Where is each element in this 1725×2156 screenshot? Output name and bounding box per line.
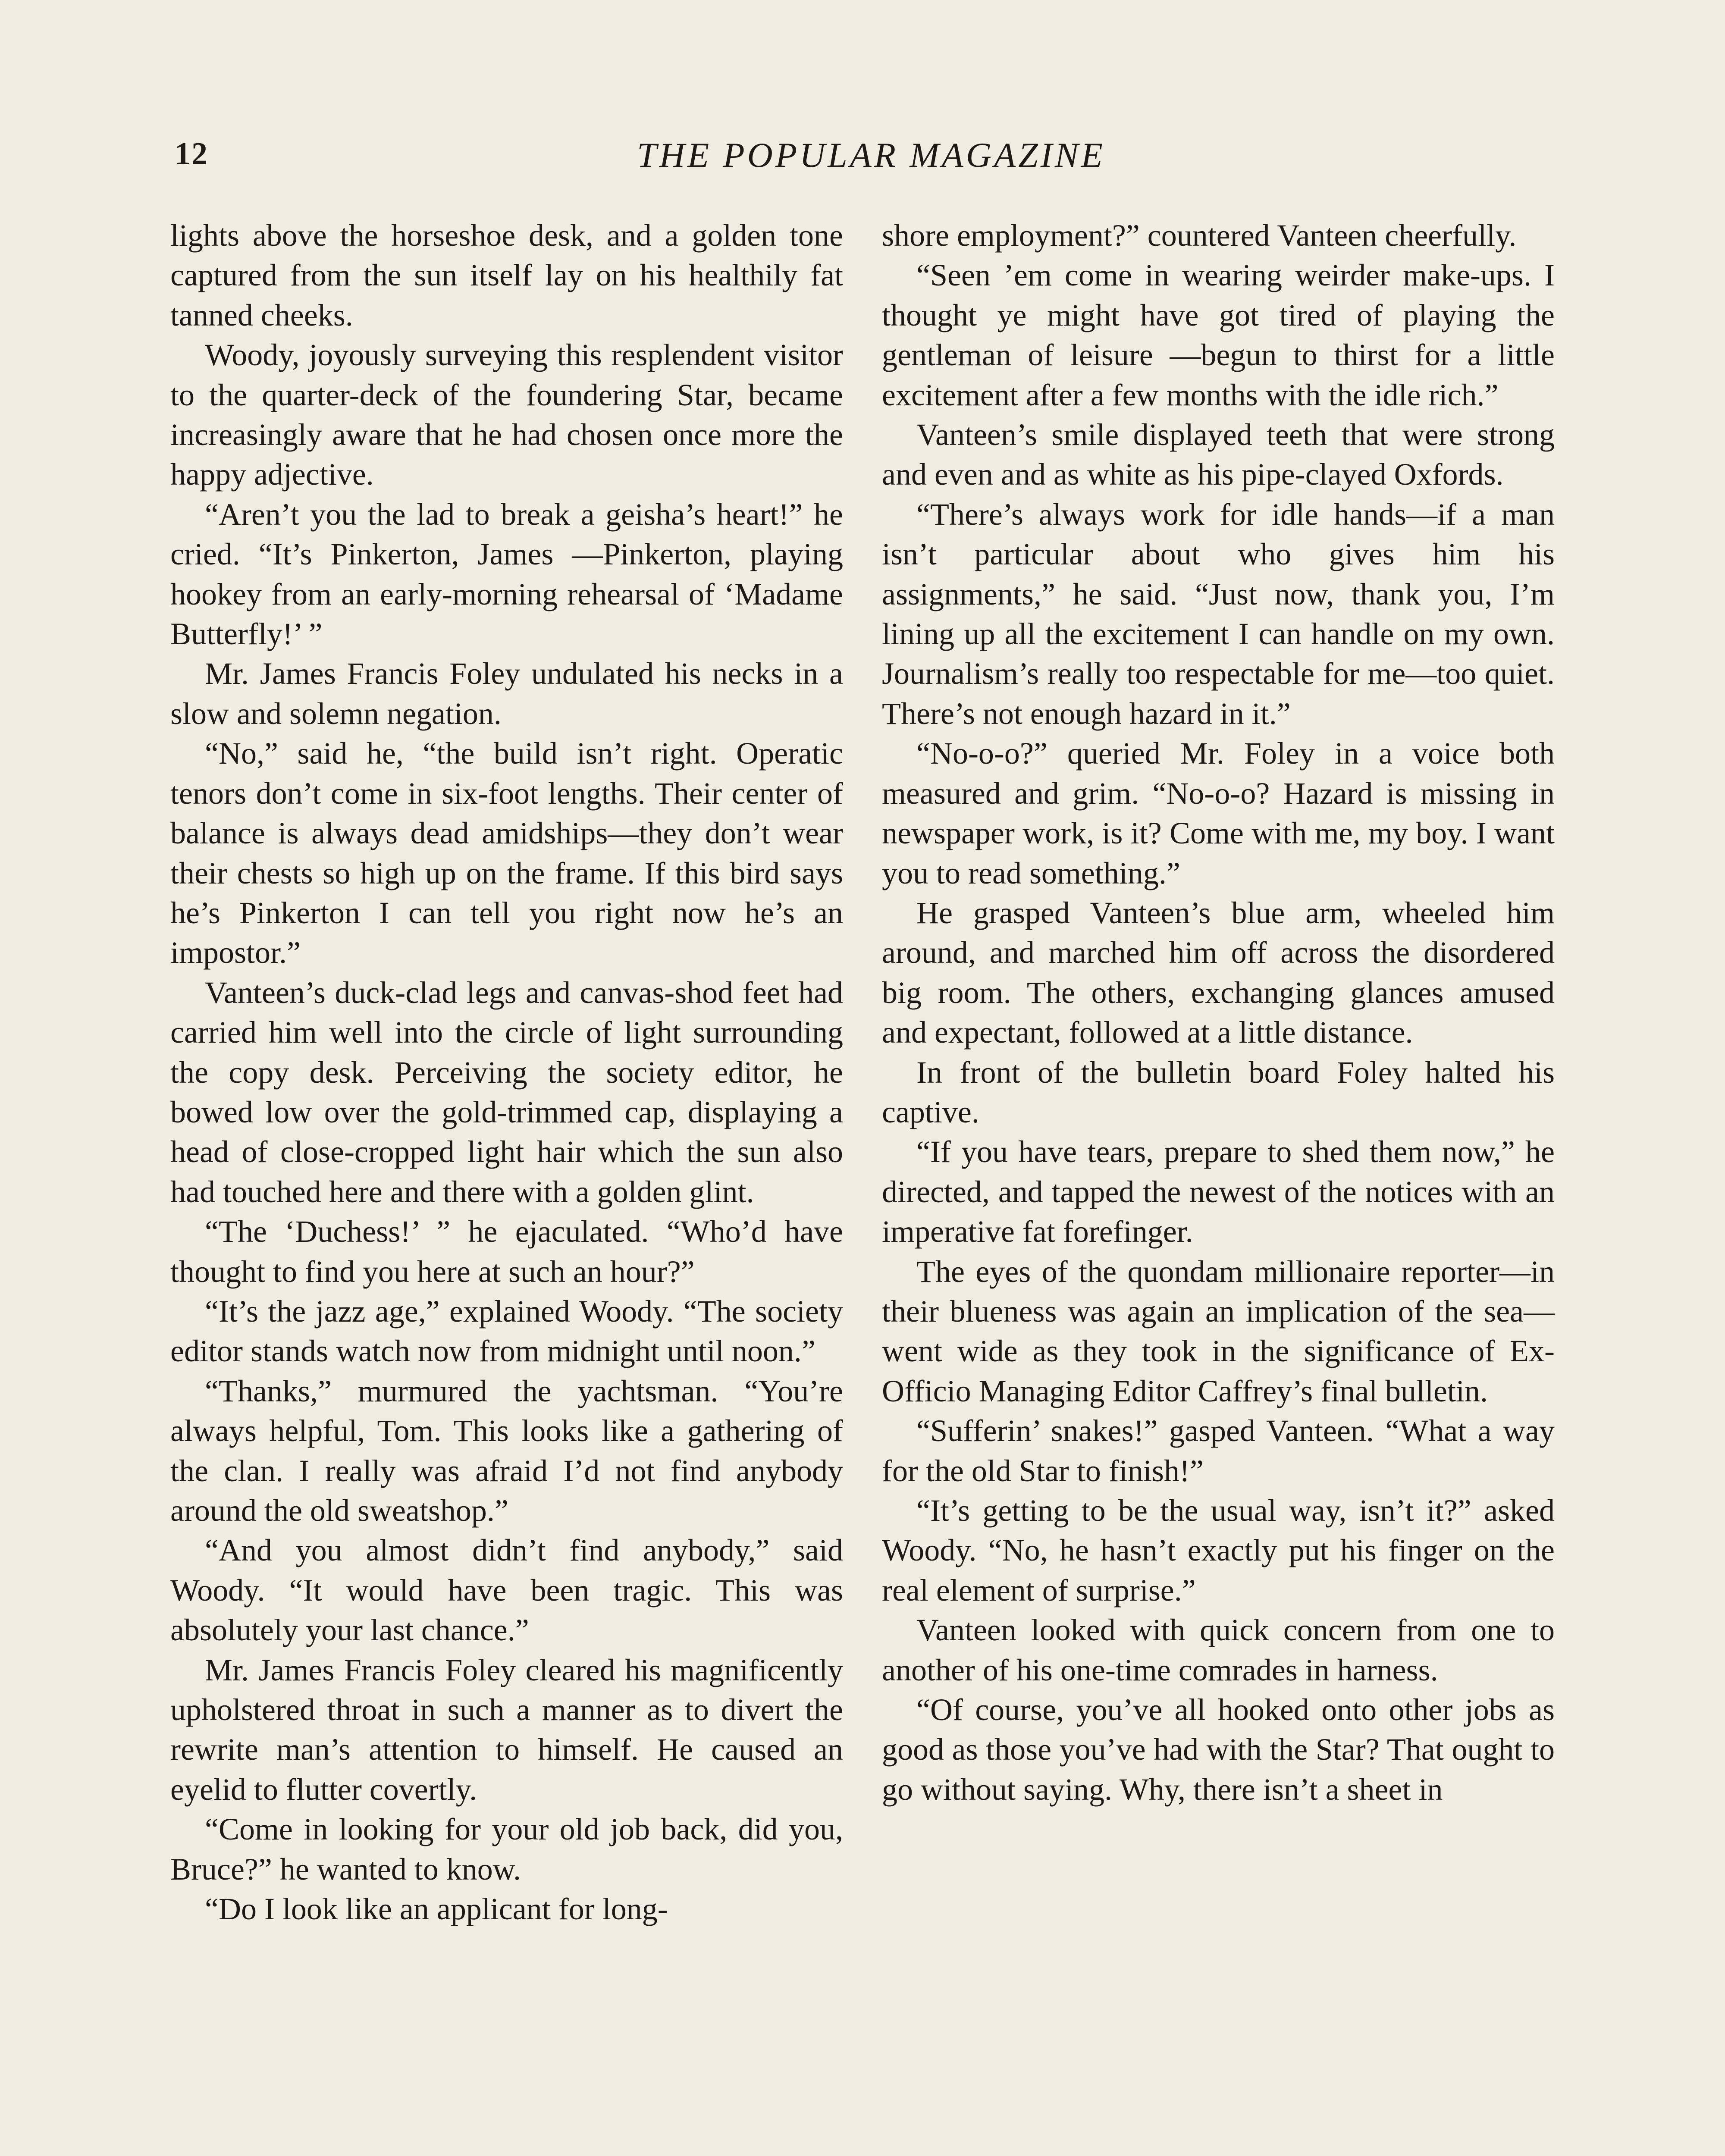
paragraph: “Seen ’em come in wearing weirder make-ups. I thought ye might have got tired of playing the gentleman of leisure —begun to thirst for a little excitement after a few months with the idle rich.” (882, 258, 1555, 412)
paragraph: “Of course, you’ve all hooked onto other jobs as good as those you’ve had with the Star? That ought to go without saying. Why, there isn’t a sheet in (882, 1692, 1555, 1807)
paragraph: “Aren’t you the lad to break a geisha’s heart!” he cried. “It’s Pinkerton, James —Pinkerton, playing hookey from an early-morning rehearsal of ‘Madame Butterfly!’ ” (170, 497, 843, 652)
paragraph: “And you almost didn’t find anybody,” said Woody. “It would have been tragic. This was absolutely your last chance.” (170, 1533, 843, 1648)
paragraph: “No-o-o?” queried Mr. Foley in a voice both measured and grim. “No-o-o? Hazard is missing in newspaper work, is it? Come with me, my boy. I want you to read something.” (882, 736, 1555, 890)
paragraph: “No,” said he, “the build isn’t right. Operatic tenors don’t come in six-foot lengths. Their center of balance is always dead amidships—they don’t wear their chests so high up on the frame. If this bird says he’s Pinkerton I can tell you right now he’s an impostor.” (170, 736, 843, 970)
paragraph: “It’s the jazz age,” explained Woody. “The society editor stands watch now from midnight until noon.” (170, 1294, 843, 1369)
paragraph: lights above the horseshoe desk, and a golden tone captured from the sun itself lay on his healthily fat tanned cheeks. (170, 218, 843, 332)
paragraph: “If you have tears, prepare to shed them now,” he directed, and tapped the newest of the notices with an imperative fat forefinger. (882, 1134, 1555, 1249)
paragraph: Vanteen looked with quick concern from one to another of his one-time comrades in harness. (882, 1613, 1555, 1687)
paragraph: “Do I look like an applicant for long- (205, 1892, 668, 1927)
paragraph: Vanteen’s smile displayed teeth that were strong and even and as white as his pipe-clayed Oxfords. (882, 417, 1555, 492)
page-header (175, 132, 1568, 188)
paragraph: Mr. James Francis Foley cleared his magnificently upholstered throat in such a manner as to divert the rewrite man’s attention to himself. He caused an eyelid to flutter covertly. (170, 1652, 843, 1807)
paragraph: “Come in looking for your old job back, did you, Bruce?” he wanted to know. (170, 1812, 843, 1887)
paragraph: “Sufferin’ snakes!” gasped Vanteen. “What a way for the old Star to finish!” (882, 1413, 1555, 1488)
paragraph: “It’s getting to be the usual way, isn’t it?” asked Woody. “No, he hasn’t exactly put his finger on the real element of surprise.” (882, 1493, 1555, 1608)
paragraph: He grasped Vanteen’s blue arm, wheeled him around, and marched him off across the disordered big room. The others, exchanging glances amused and expectant, followed at a little distance. (882, 895, 1555, 1050)
left-text-column (170, 216, 843, 2156)
right-text-column (882, 216, 1555, 2156)
paragraph: shore employment?” countered Vanteen cheerfully. (882, 218, 1517, 253)
paragraph: Mr. James Francis Foley undulated his necks in a slow and solemn negation. (170, 656, 843, 731)
paragraph: “There’s always work for idle hands—if a man isn’t particular about who gives him his assignments,” he said. “Just now, thank you, I’m lining up all the excitement I can handle on my own. Journalism’s really too respectable for me—too quiet. There’s not enough hazard in it.” (882, 497, 1555, 731)
paragraph: Woody, joyously surveying this resplendent visitor to the quarter-deck of the foundering Star, became increasingly aware that he had chosen once more the happy adjective. (170, 338, 843, 492)
paragraph: The eyes of the quondam millionaire reporter—in their blueness was again an implication of the sea—went wide as they took in the significance of Ex-Officio Managing Editor Caffrey’s final bulletin. (882, 1254, 1555, 1408)
paragraph: “Thanks,” murmured the yachtsman. “You’re always helpful, Tom. This looks like a gathering of the clan. I really was afraid I’d not find anybody around the old sweatshop.” (170, 1373, 843, 1528)
paragraph: In front of the bulletin board Foley halted his captive. (882, 1055, 1555, 1129)
running-title: THE POPULAR MAGAZINE (637, 135, 1105, 175)
paragraph: Vanteen’s duck-clad legs and canvas-shod feet had carried him well into the circle of light surrounding the copy desk. Perceiving the society editor, he bowed low over the gold-trimmed cap, displaying a head of close-cropped light hair which the sun also had touched here and there with a golden glint. (170, 975, 843, 1209)
page-number: 12 (175, 136, 208, 172)
paragraph: “The ‘Duchess!’ ” he ejaculated. “Who’d have thought to find you here at such an hour?” (170, 1214, 843, 1289)
